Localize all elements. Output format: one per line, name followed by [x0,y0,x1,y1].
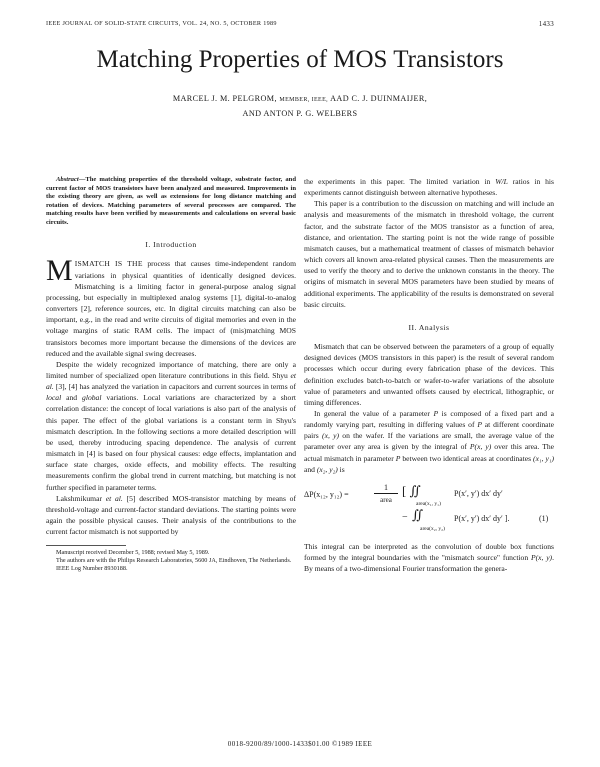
intro-p2-global: global [82,393,102,403]
equation-region-2: area(x₂, y₂) [420,525,445,532]
copyright-line: 0018-9200/89/1000-1433$01.00 ©1989 IEEE [227,740,373,748]
footnote-affiliation: The authors are with the Philips Research Laboratories, 5600 JA, Eindhoven, The Netherlands. [56,557,292,565]
equation-region-1: area(x₁, y₁) [416,500,441,507]
author-line-1 [80,92,520,107]
p4-a: In general the value of a parameter [314,408,434,418]
equation-integrand-1: P(x′, y′) dx′ dy′ [454,488,503,498]
equation-minus: − [402,511,408,523]
p5-a: This integral can be interpreted as the convolution of double box functions formed by the integral boundaries with the "mismatch source" function [304,541,554,563]
right-column [304,176,554,574]
author-block [80,92,520,120]
p5-b: . By means of a two-dimensional Fourier transformation the genera- [304,553,554,574]
intro-lead-in: ISMATCH IS THE [74,259,143,269]
equation-denominator: area [380,495,392,504]
equation-1 [304,479,554,535]
intro-p2-b: [3], [4] has analyzed the variation in capacitors and current sources in terms of [53,382,296,392]
section-heading-introduction: I. Introduction [145,240,197,250]
intro-paragraph-2 [46,359,296,493]
intro-p3-b: [5] described MOS-transistor matching by means of threshold-voltage and current-factor standard deviations. The starting points were again the possible physical causes. Their analysis of the contributions to the current factor mismatch is not supported by [46,493,296,537]
abstract-label: Abstract [56,176,79,183]
equation-integrand-2: P(x′, y′) dx′ dy′ ]. [454,513,510,523]
p4-f: between two identical areas at coordinates [400,453,534,463]
right-paragraph-1 [304,176,554,198]
intro-p3-etal: et al. [105,493,123,503]
intro-p1-text: process that causes time-independent random variations in physical quantities of identically designed devices. Mismatching is a limiting factor in general-purpose analog signal processing, but especially in multiplexed analog systems [1], digital-to-analog converters [2], reference sources, etc. In digital circuits matching can also be important, e.g., in the read and write circuits of digital memories and even in the voltage margins of static RAM cells. The impact of (mis)matching MOS transistors becomes more important because the dimensions of the devices are reduced and the available signal swing decreases. [46,259,296,358]
p4-b: is composed of a fixed part and a randomly varying part, resulting in differing values of [304,408,554,430]
intro-p2-etal: et al. [46,371,296,392]
abstract-text: —The matching properties of the threshold voltage, substrate factor, and current factor of MOS transistors have been analyzed and measured. Improvements in the existing theory are given, as well as extensions for long distance matching and rotation of devices. Matching parameters of several processes are compared. The matching results have been verified by measurements and calculations on several basic circuits. [46,176,296,226]
intro-p2-local: local [46,393,62,403]
p4-P2: P [477,420,482,430]
footnote-rule [46,545,126,546]
p4-c2: (x₂, y₂) [316,464,338,474]
intro-p2-d: variations. Local variations are characterized by a short correlation distance: the concept of local variations is also part of the analysis of this paper. The effect of the global variations is a constant term in Shyu's mismatch description. In the following sections a more detailed description will be used, thereby introducing spacing dependence. The analysis of current mismatch in [4] is based on four physical causes: edge effects, implantation and surface state charges, oxide effects, and mobility effects. The resulting measurements confirm the global trend in current matching, but matching is not further specified in parameter terms. [46,393,296,492]
footnote-log-number: IEEE Log Number 8930188. [56,565,128,573]
p4-d: on the wafer. If the variations are small, the average value of the parameter over any area is given by the integral of [304,431,554,452]
p4-P: P [433,408,439,418]
right-paragraph-3: Mismatch that can be observed between the parameters of a group of equally designed devices (MOS transistors in this paper) is the result of several random processes which occur during every fabrication phase of the devices. This definition excludes batch-to-batch or wafer-to-wafer variations of the absolute value of parameters and unwanted offsets caused by electrical, lithographic, or timing differences. [304,342,554,407]
author-name-2: AAD C. J. DUINMAIJER, [330,94,428,103]
p4-P3: P [395,453,401,463]
p4-e: over this area. The actual mismatch in parameter [304,442,555,463]
equation-integral-2: ∬ [412,506,424,522]
intro-p2-c: and [61,393,83,403]
equation-fraction-bar [374,493,398,494]
running-head [46,20,554,30]
intro-p3-a: Lakshmikumar [56,493,106,503]
p4-h: is [337,464,345,474]
p4-xy: (x, y) [322,431,340,441]
p4-g: and [304,464,317,474]
right-paragraph-5 [304,541,554,574]
intro-p2-a: Despite the widely recognized importance of matching, there are only a limited number of specialized open literature contributions in this field. Shyu [46,359,296,380]
intro-paragraph-1 [46,254,296,358]
drop-cap: M [46,254,73,288]
p5-Pxy: P(x, y) [530,553,553,563]
right-p1-a: the experiments in this paper. The limited variation in [304,177,496,186]
equation-integral-1: [ ∬ [402,482,421,498]
author-membership: MEMBER, IEEE, [279,97,329,103]
page-number: 1433 [538,20,554,28]
equation-lhs: ΔP(x₁₂, y₁₂) = [304,489,349,499]
author-line-2: AND ANTON P. G. WELBERS [242,109,358,118]
abstract [46,176,296,227]
right-p1-b: ratios in his experiments cannot distinguish between alternative hypotheses. [304,177,554,198]
footnote-received: Manuscript received December 5, 1988; revised May 5, 1989. [56,549,210,557]
left-column [46,176,296,573]
right-paragraph-2: This paper is a contribution to the discussion on matching and will include an analysis and measurements of the mismatch in threshold voltage, the current factor, and the substrate factor of the MOS transistor as a function of area, distance, and orientation. The starting point is not the wide range of possible mismatch causes, but a mathematical treatment of classes of mismatch behavior which covers all known area-related physical causes. Then the measurements are used to verify the theory and to derive the unknown constants in the theory. The origins of mismatch in several MOS parameters have been studied by means of additional experiments. The applicability of the results is demonstrated on several basic circuits. [304,199,554,309]
section-heading-analysis: II. Analysis [408,322,450,332]
intro-paragraph-3 [46,493,296,538]
p4-c: at different coordinate pairs [304,420,555,441]
p4-c1: (x₁, y₁) [533,453,554,463]
p4-Pxy: P(x, y) [469,442,492,452]
author-name-1: MARCEL J. M. PELGROM, [172,94,277,103]
equation-number: (1) [539,513,549,523]
right-paragraph-4 [304,408,554,475]
right-p1-wl: W/L [495,177,508,186]
journal-citation: IEEE JOURNAL OF SOLID-STATE CIRCUITS, VOL. 24, NO. 5, OCTOBER 1989 [46,20,277,27]
paper-title: Matching Properties of MOS Transistors [96,46,504,73]
equation-numerator: 1 [384,482,388,492]
